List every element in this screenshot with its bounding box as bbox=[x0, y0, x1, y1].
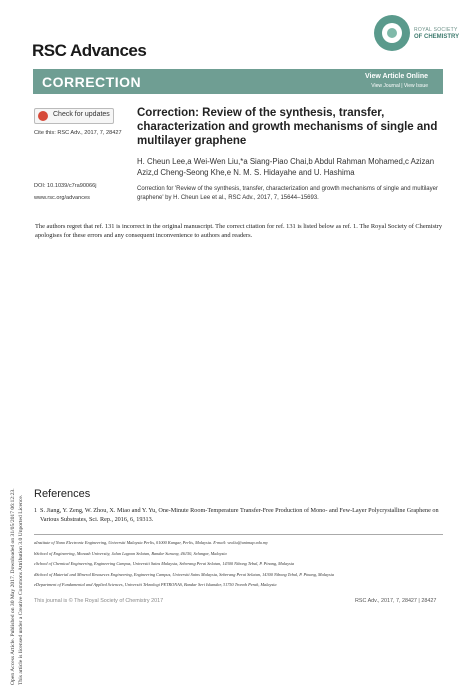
footer-copyright: This journal is © The Royal Society of Chemistry 2017 bbox=[34, 598, 164, 604]
journal-website-link[interactable]: www.rsc.org/advances bbox=[34, 195, 90, 201]
journal-name: RSC Advances bbox=[32, 41, 147, 60]
open-access-sidebar bbox=[2, 120, 28, 685]
reference-text: S. Jiang, Y. Zeng, W. Zhou, X. Miao and Y. Yu, One-Minute Room-Temperature Transfer-Free Production of Mono- and Few-Layer Polycrystalline Graphene on Various Substrates, Sci. Rep., 2016, 6, 19313. bbox=[40, 507, 439, 523]
affiliation-e: eDepartment of Fundamental and Applied Sciences, Universiti Teknologi PETRONAS, Bandar Seri Iskandar, 31750 Tronoh Perak, Malaysia bbox=[34, 582, 277, 587]
author-list: H. Cheun Lee,a Wei-Wen Liu,*a Siang-Piao Chai,b Abdul Rahman Mohamed,c Azizan Aziz,d Cheng-Seong Khe,e N. M. S. Hidayahe and U. Hashima bbox=[137, 157, 435, 177]
affiliation-a: aInstitute of Nano Electronic Engineering, Universiti Malaysia Perlis, 01000 Kangar, Perlis, Malaysia. E-mail: wwliu@unimap.edu.my bbox=[34, 540, 268, 545]
rsc-logo bbox=[372, 11, 460, 59]
affiliation-divider bbox=[34, 534, 443, 535]
sidebar-line-1: Open Access Article. Published on 30 May 2017. Downloaded on 31/05/2017 06:12:23. bbox=[10, 488, 16, 685]
logo-line-1: ROYAL SOCIETY bbox=[414, 27, 458, 33]
affiliation-b: bSchool of Engineering, Monash University, Jalan Lagoon Selatan, Bandar Sunway, 46150, Selangor, Malaysia bbox=[34, 550, 227, 556]
view-article-online-link[interactable]: View Article Online bbox=[364, 73, 428, 80]
logo-line-2: OF CHEMISTRY bbox=[414, 34, 460, 40]
banner-label: CORRECTION bbox=[42, 74, 142, 90]
correction-summary: Correction for 'Review of the synthesis, transfer, characterization and growth mechanisms of single and multilayer graphene' by H. Cheun Lee et al., RSC Adv., 2017, 7, 15644–15693. bbox=[137, 186, 438, 201]
correction-body: The authors regret that ref. 131 is incorrect in the original manuscript. The correct citation for ref. 131 is listed below as ref. 1. The Royal Society of Chemistry apologises for these errors and any consequent inconvenience to authors and readers. bbox=[35, 223, 443, 239]
references-heading: References bbox=[34, 488, 91, 500]
update-icon bbox=[38, 111, 48, 121]
view-journal-issue-link[interactable]: View Journal | View Issue bbox=[371, 83, 428, 89]
correction-banner bbox=[33, 69, 443, 94]
footer-page-info: RSC Adv., 2017, 7, 28427 | 28427 bbox=[355, 598, 437, 604]
article-title: Correction: Review of the synthesis, transfer, characterization and growth mechanisms of single and multilayer graphene bbox=[137, 107, 438, 147]
affiliation-c: cSchool of Chemical Engineering, Engineering Campus, Universiti Sains Malaysia, Seberang Perai Selatan, 14300 Nibong Tebal, P. Pinang, Malaysia bbox=[34, 561, 295, 566]
reference-number: 1 bbox=[34, 507, 38, 514]
doi[interactable]: DOI: 10.1039/c7ra90066j bbox=[34, 183, 97, 189]
cite-this: Cite this: RSC Adv., 2017, 7, 28427 bbox=[34, 130, 122, 136]
sidebar-line-2[interactable]: This article is licensed under a Creative Commons Attribution 3.0 Unported Licence. bbox=[18, 494, 24, 685]
check-for-updates-label: Check for updates bbox=[53, 111, 110, 118]
affiliation-d: dSchool of Material and Mineral Resources Engineering, Engineering Campus, Universiti Sains Malaysia, Seberang Perai Selatan, 14300 Nibong Tebal, P. Pinang, Malaysia bbox=[34, 571, 334, 577]
check-for-updates-button[interactable] bbox=[34, 108, 114, 124]
affiliations bbox=[34, 538, 444, 591]
